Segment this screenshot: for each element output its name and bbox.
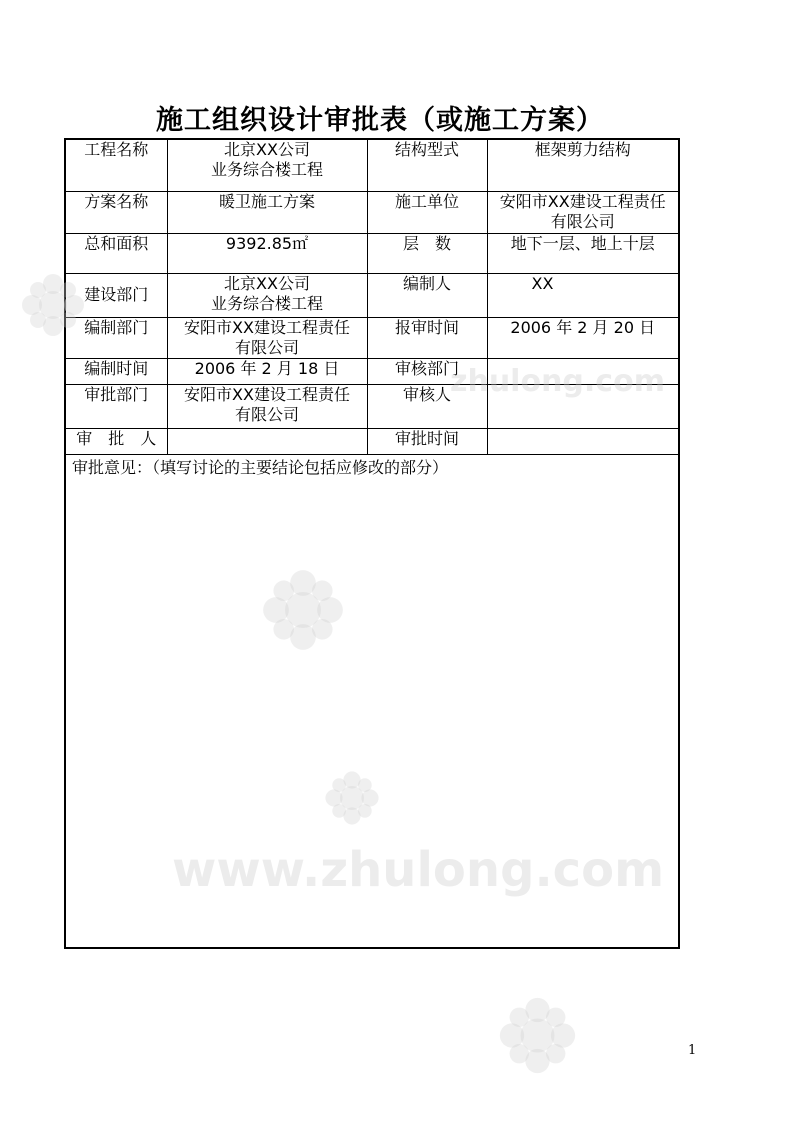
- value-submit-date: 2006 年 2 月 20 日: [487, 317, 679, 358]
- label-compiler: 编制人: [367, 273, 487, 317]
- value-approve-dept: 安阳市XX建设工程责任 有限公司: [167, 384, 367, 428]
- value-compiler: XX: [487, 273, 679, 317]
- value-approve-date[interactable]: [487, 428, 679, 454]
- label-project-name: 工程名称: [65, 139, 167, 191]
- label-structure-type: 结构型式: [367, 139, 487, 191]
- value-reviewer[interactable]: [487, 384, 679, 428]
- label-compile-date: 编制时间: [65, 358, 167, 384]
- value-project-name: 北京XX公司 业务综合楼工程: [167, 139, 367, 191]
- value-structure-type: 框架剪力结构: [487, 139, 679, 191]
- value-plan-name: 暖卫施工方案: [167, 191, 367, 233]
- label-submit-date: 报审时间: [367, 317, 487, 358]
- table-row: [65, 317, 679, 358]
- table-row: [65, 233, 679, 273]
- label-approve-dept: 审批部门: [65, 384, 167, 428]
- value-floors: 地下一层、地上十层: [487, 233, 679, 273]
- approval-opinion-label: 审批意见：（填写讨论的主要结论包括应修改的部分）: [72, 457, 449, 477]
- label-plan-name: 方案名称: [65, 191, 167, 233]
- watermark-flower-icon: [495, 993, 580, 1082]
- label-approve-date: 审批时间: [367, 428, 487, 454]
- value-compile-dept: 安阳市XX建设工程责任 有限公司: [167, 317, 367, 358]
- value-construction-dept: 北京XX公司 业务综合楼工程: [167, 273, 367, 317]
- table-row: [65, 358, 679, 384]
- table-row: [65, 384, 679, 428]
- value-total-area: 9392.85㎡: [167, 233, 367, 273]
- table-row: [65, 428, 679, 454]
- approval-opinion-cell[interactable]: [65, 454, 679, 948]
- watermark-large: www.zhulong.com: [172, 842, 665, 898]
- value-compile-date: 2006 年 2 月 18 日: [167, 358, 367, 384]
- label-construction-unit: 施工单位: [367, 191, 487, 233]
- label-floors: 层 数: [367, 233, 487, 273]
- table-row: [65, 454, 679, 948]
- table-row: [65, 191, 679, 233]
- label-review-dept: 审核部门: [367, 358, 487, 384]
- page-title: 施工组织设计审批表（或施工方案）: [156, 105, 604, 136]
- label-approver: 审 批 人: [65, 428, 167, 454]
- value-approver[interactable]: [167, 428, 367, 454]
- label-construction-dept: 建设部门: [65, 273, 167, 317]
- label-total-area: 总和面积: [65, 233, 167, 273]
- label-reviewer: 审核人: [367, 384, 487, 428]
- approval-form-table: [64, 138, 680, 949]
- value-review-dept[interactable]: [487, 358, 679, 384]
- watermark-small: zhulong.com: [450, 364, 665, 399]
- value-construction-unit: 安阳市XX建设工程责任 有限公司: [487, 191, 679, 233]
- table-row: [65, 273, 679, 317]
- label-compile-dept: 编制部门: [65, 317, 167, 358]
- page-number: 1: [688, 1043, 697, 1058]
- table-row: [65, 139, 679, 191]
